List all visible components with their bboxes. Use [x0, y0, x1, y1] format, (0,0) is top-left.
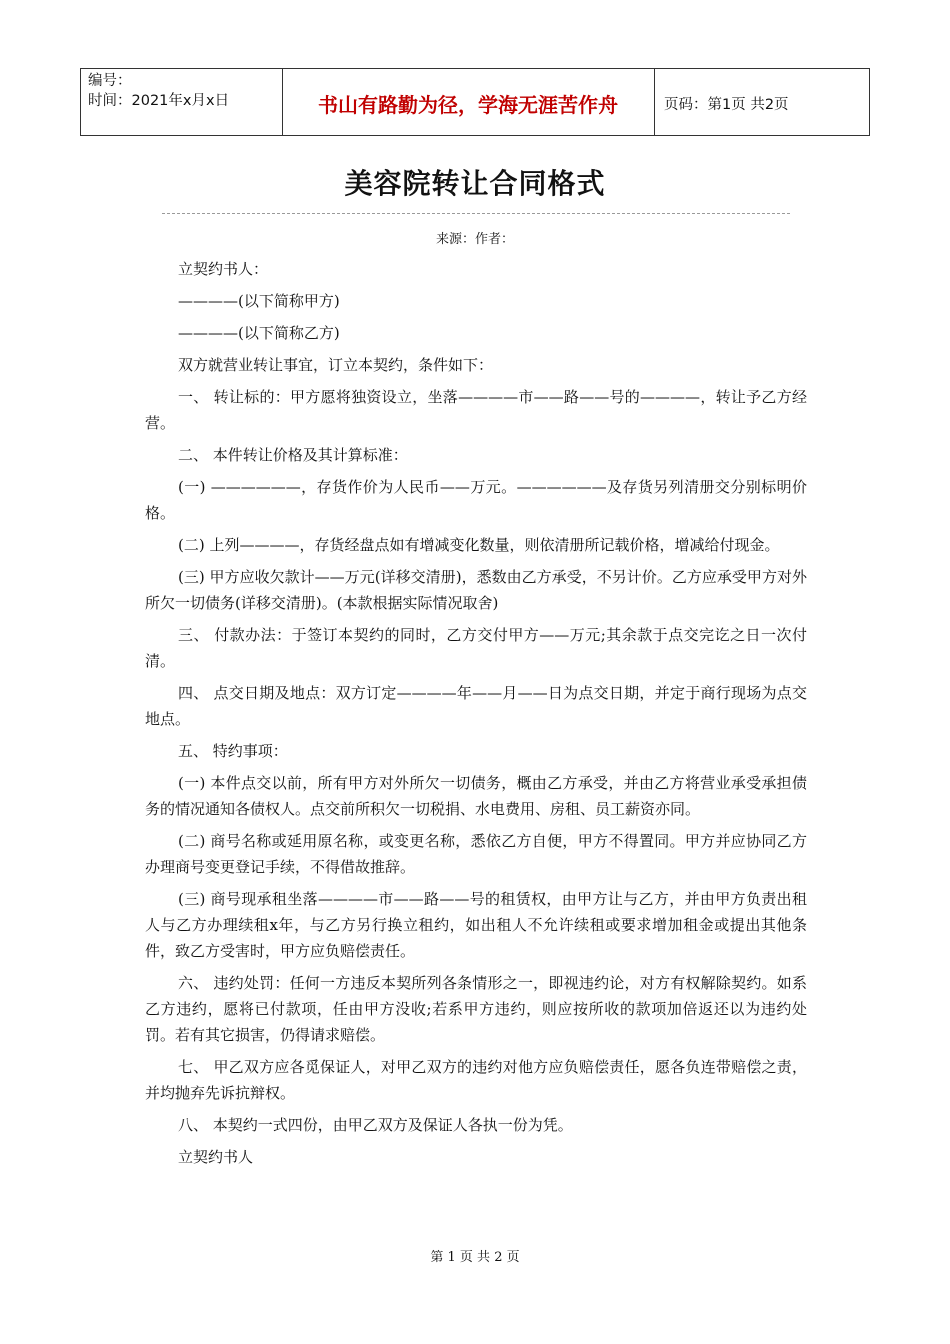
paragraph: ————(以下简称甲方) [178, 292, 340, 310]
paragraph: (一) ——————，存货作价为人民币——万元。——————及存货另列清册交分别标明价格。 [145, 478, 807, 522]
document-title: 美容院转让合同格式 [344, 167, 606, 200]
paragraph: (一) 本件点交以前，所有甲方对外所欠一切债务，概由乙方承受，并由乙方将营业承受承担债务的情况通知各债权人。点交前所积欠一切税捐、水电费用、房租、员工薪资亦同。 [145, 774, 807, 818]
paragraph: (三) 甲方应收欠款计——万元(详移交清册)，悉数由乙方承受，不另计价。乙方应承受甲方对外所欠一切债务(详移交清册)。(本款根据实际情况取舍) [145, 568, 807, 612]
paragraph: (二) 商号名称或延用原名称，或变更名称，悉依乙方自便，甲方不得置同。甲方并应协同乙方办理商号变更登记手续，不得借故推辞。 [145, 832, 807, 876]
paragraph: 八、 本契约一式四份，由甲乙双方及保证人各执一份为凭。 [178, 1116, 573, 1134]
paragraph: 立契约书人 [178, 1148, 254, 1166]
paragraph: (三) 商号现承租坐落————市——路——号的租赁权，由甲方让与乙方，并由甲方负责出租人与乙方办理续租x年，与乙方另行换立租约，如出租人不允许续租或要求增加租金或提出其他条件，致乙方受害时，甲方应负赔偿责任。 [145, 890, 807, 960]
header-divider [869, 69, 870, 135]
paragraph: 双方就营业转让事宜，订立本契约，条件如下： [178, 356, 494, 374]
header-motto: 书山有路勤为径，学海无涯苦作舟 [318, 92, 618, 117]
doc-time-label: 时间：2021年x月x日 [88, 93, 230, 109]
document-header [80, 68, 870, 136]
paragraph: 五、 特约事项： [178, 742, 288, 760]
document-body [145, 256, 807, 1176]
source-line: 来源：作者： [435, 232, 514, 247]
paragraph: 四、 点交日期及地点：双方订定————年——月——日为点交日期，并定于商行现场为点交地点。 [145, 684, 807, 728]
page-footer: 第 1 页 共 2 页 [430, 1250, 520, 1265]
header-divider [654, 69, 655, 135]
paragraph: 一、 转让标的：甲方愿将独资设立，坐落————市——路——号的————，转让予乙方经营。 [145, 388, 807, 432]
paragraph: (二) 上列————，存货经盘点如有增减变化数量，则依清册所记载价格，增减给付现金。 [178, 536, 780, 554]
paragraph: 六、 违约处罚：任何一方违反本契所列各条情形之一，即视违约论，对方有权解除契约。如系乙方违约，愿将已付款项，任由甲方没收;若系甲方违约，则应按所收的款项加倍返还以为违约处罚。若有其它损害，仍得请求赔偿。 [145, 974, 807, 1044]
paragraph: ————(以下简称乙方) [178, 324, 340, 342]
header-divider [80, 69, 81, 135]
paragraph: 立契约书人： [178, 260, 269, 278]
doc-number-label: 编号： [88, 73, 132, 89]
paragraph: 七、 甲乙双方应各觅保证人，对甲乙双方的违约对他方应负赔偿责任，愿各负连带赔偿之责，并均抛弃先诉抗辩权。 [145, 1058, 807, 1102]
title-divider [162, 213, 790, 214]
header-meta [88, 71, 278, 111]
paragraph: 二、 本件转让价格及其计算标准： [178, 446, 408, 464]
paragraph: 三、 付款办法：于签订本契约的同时，乙方交付甲方——万元;其余款于点交完讫之日一次付清。 [145, 626, 807, 670]
header-page-info: 页码：第1页 共2页 [664, 96, 789, 113]
